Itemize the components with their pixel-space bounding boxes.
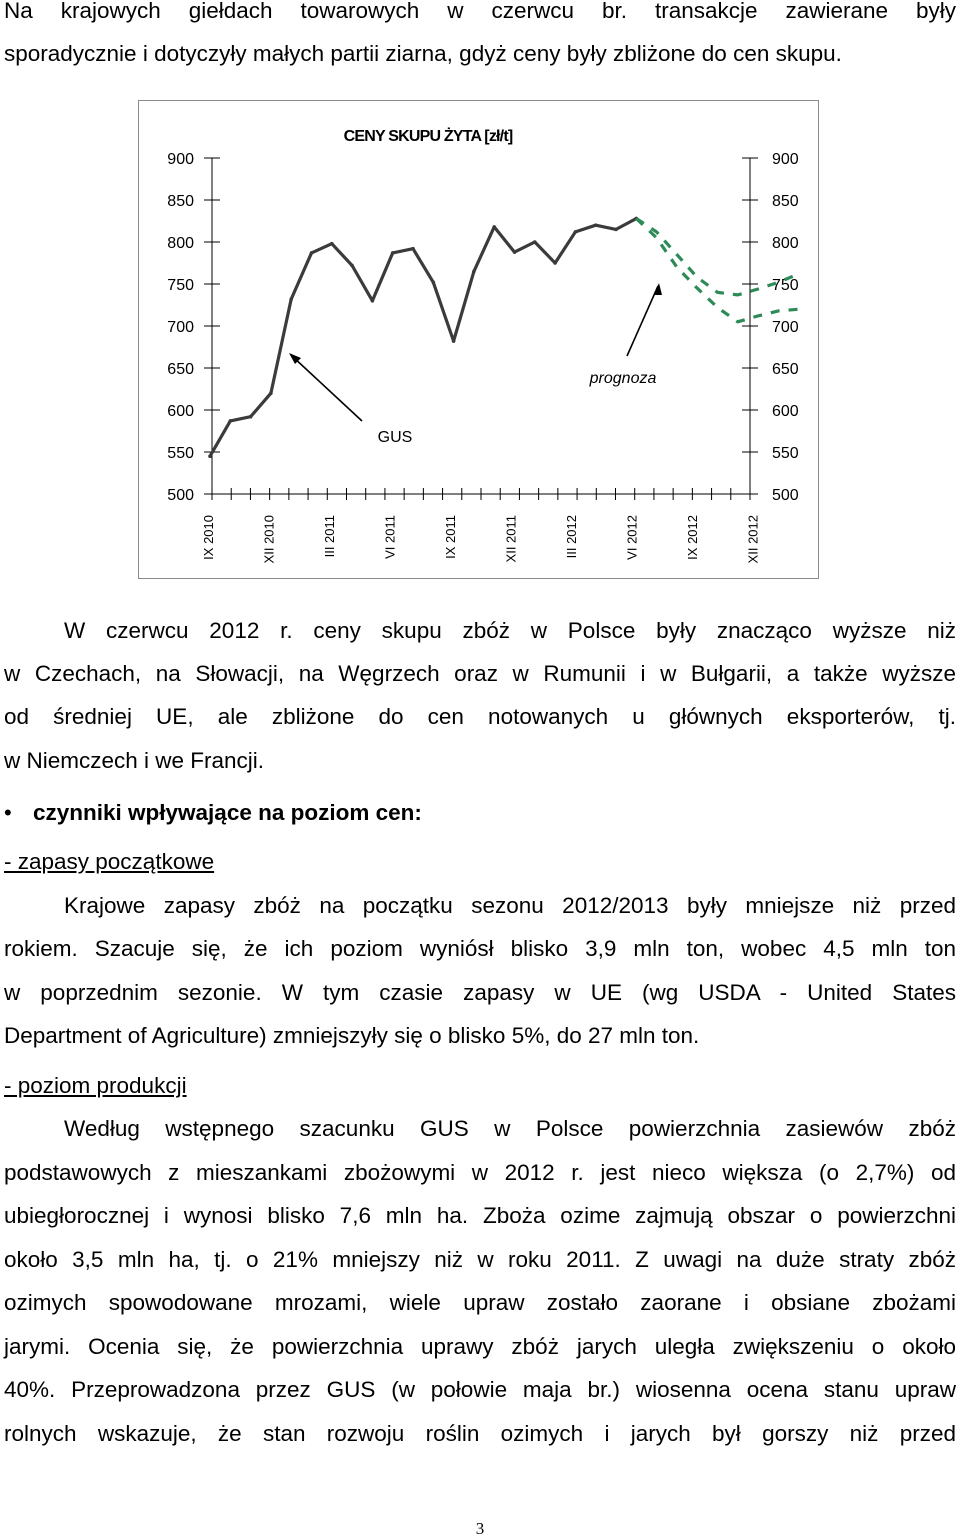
- data-point: [229, 419, 233, 423]
- data-point: [492, 225, 496, 229]
- gus-annotation: GUS: [377, 429, 413, 446]
- intro-line-2: sporadycznie i dotyczyły małych partii ziarna, gdyż ceny były zbliżone do cen skupu.: [4, 41, 842, 66]
- chart-frame: [139, 101, 819, 579]
- data-point: [330, 242, 334, 246]
- section2-line-5: ozimych spowodowane mrozami, wiele upraw zostało zaorane i obsiane zbożami: [4, 1290, 956, 1315]
- y-tick-label-left: 650: [167, 361, 194, 378]
- data-point: [533, 240, 537, 244]
- section1-line-3: w poprzednim sezonie. W tym czasie zapasy w UE (wg USDA - United States: [4, 980, 956, 1005]
- section2-line-4: około 3,5 mln ha, tj. o 21% mniejszy niż w roku 2011. Z uwagi na duże straty zbóż: [4, 1247, 956, 1272]
- section1-line-2: rokiem. Szacuje się, że ich poziom wyniósł blisko 3,9 mln ton, wobec 4,5 mln ton: [4, 936, 956, 961]
- data-point: [594, 223, 598, 227]
- y-tick-label-left: 750: [167, 277, 194, 294]
- x-tick-label: III 2012: [564, 515, 579, 559]
- y-tick-label-right: 750: [772, 277, 799, 294]
- section2-line-1: Według wstępnego szacunku GUS w Polsce powierzchnia zasiewów zbóż: [64, 1116, 956, 1141]
- y-tick-label-right: 800: [772, 235, 799, 252]
- data-point: [472, 270, 476, 274]
- para1-line-1: W czerwcu 2012 r. ceny skupu zbóż w Polsce były znacząco wyższe niż: [64, 618, 956, 643]
- data-point: [208, 454, 212, 458]
- data-point: [553, 261, 557, 265]
- section2-line-7: 40%. Przeprowadzona przez GUS (w połowie maja br.) wiosenna ocena stanu upraw: [4, 1377, 956, 1402]
- y-tick-label-right: 550: [772, 445, 799, 462]
- x-tick-label: XII 2012: [745, 515, 761, 564]
- x-tick-label: XII 2010: [261, 515, 277, 564]
- y-tick-label-right: 850: [772, 193, 799, 210]
- data-point: [289, 297, 293, 301]
- data-point: [574, 230, 578, 234]
- data-point: [513, 250, 517, 254]
- chart-title: CENY SKUPU ŻYTA [zł/t]: [343, 128, 513, 145]
- rye-price-chart: [138, 100, 820, 580]
- x-tick-label: III 2011: [322, 515, 337, 558]
- y-tick-label-right: 650: [772, 361, 799, 378]
- x-tick-label: IX 2010: [201, 515, 216, 560]
- section2-line-2: podstawowych z mieszankami zbożowymi w 2012 r. jest nieco większa (o 2,7%) od: [4, 1160, 956, 1185]
- x-tick-label: IX 2011: [443, 515, 458, 559]
- y-tick-label-right: 500: [772, 487, 799, 504]
- y-tick-label-right: 600: [772, 403, 799, 420]
- bullet-icon: •: [4, 800, 12, 825]
- y-tick-label-left: 800: [167, 235, 194, 252]
- section1-line-4: Department of Agriculture) zmniejszyły się o blisko 5%, do 27 mln ton.: [4, 1023, 700, 1048]
- y-tick-label-left: 600: [167, 403, 194, 420]
- data-point: [432, 281, 436, 285]
- data-point: [391, 251, 395, 255]
- section1-line-1: Krajowe zapasy zbóż na początku sezonu 2012/2013 były mniejsze niż przed: [64, 893, 956, 918]
- para1-line-2: w Czechach, na Słowacji, na Węgrzech oraz w Rumunii i w Bułgarii, a także wyższe: [4, 661, 956, 686]
- y-tick-label-left: 900: [167, 151, 194, 168]
- data-point: [269, 391, 273, 395]
- x-tick-label: IX 2012: [685, 515, 700, 560]
- y-tick-label-left: 850: [167, 193, 194, 210]
- x-tick-label: XII 2011: [503, 515, 519, 563]
- y-tick-label-left: 700: [167, 319, 194, 336]
- x-tick-label: VI 2012: [624, 515, 640, 560]
- data-point: [310, 251, 314, 255]
- y-tick-label-right: 900: [772, 151, 799, 168]
- data-point: [614, 228, 618, 232]
- data-point: [452, 339, 456, 343]
- prognoza-annotation: prognoza: [589, 370, 657, 387]
- para1-line-4: w Niemczech i we Francji.: [4, 748, 265, 773]
- para1-line-3: od średniej UE, ale zbliżone do cen notowanych u głównych eksporterów, tj.: [4, 704, 956, 729]
- section2-line-8: rolnych wskazuje, że stan rozwoju roślin ozimych i jarych był gorszy niż przed: [4, 1421, 956, 1446]
- section-heading-stocks: - zapasy początkowe: [4, 849, 215, 874]
- page-number: 3: [475, 1519, 485, 1538]
- intro-line-1: Na krajowych giełdach towarowych w czerwcu br. transakcje zawierane były: [4, 0, 956, 23]
- bullet-heading: czynniki wpływające na poziom cen:: [33, 800, 422, 825]
- section-heading-production: - poziom produkcji: [4, 1073, 187, 1098]
- data-point: [371, 299, 375, 303]
- y-tick-label-right: 700: [772, 319, 799, 336]
- y-tick-label-left: 500: [167, 487, 194, 504]
- section2-line-3: ubiegłorocznej i wynosi blisko 7,6 mln ha. Zboża ozime zajmują obszar o powierzchni: [4, 1203, 956, 1228]
- y-tick-label-left: 550: [167, 445, 194, 462]
- data-point: [350, 264, 354, 268]
- data-point: [249, 415, 253, 419]
- x-tick-label: VI 2011: [382, 515, 398, 559]
- data-point: [411, 247, 415, 251]
- section2-line-6: jarymi. Ocenia się, że powierzchnia uprawy zbóż jarych uległa zwiększeniu o około: [4, 1334, 956, 1359]
